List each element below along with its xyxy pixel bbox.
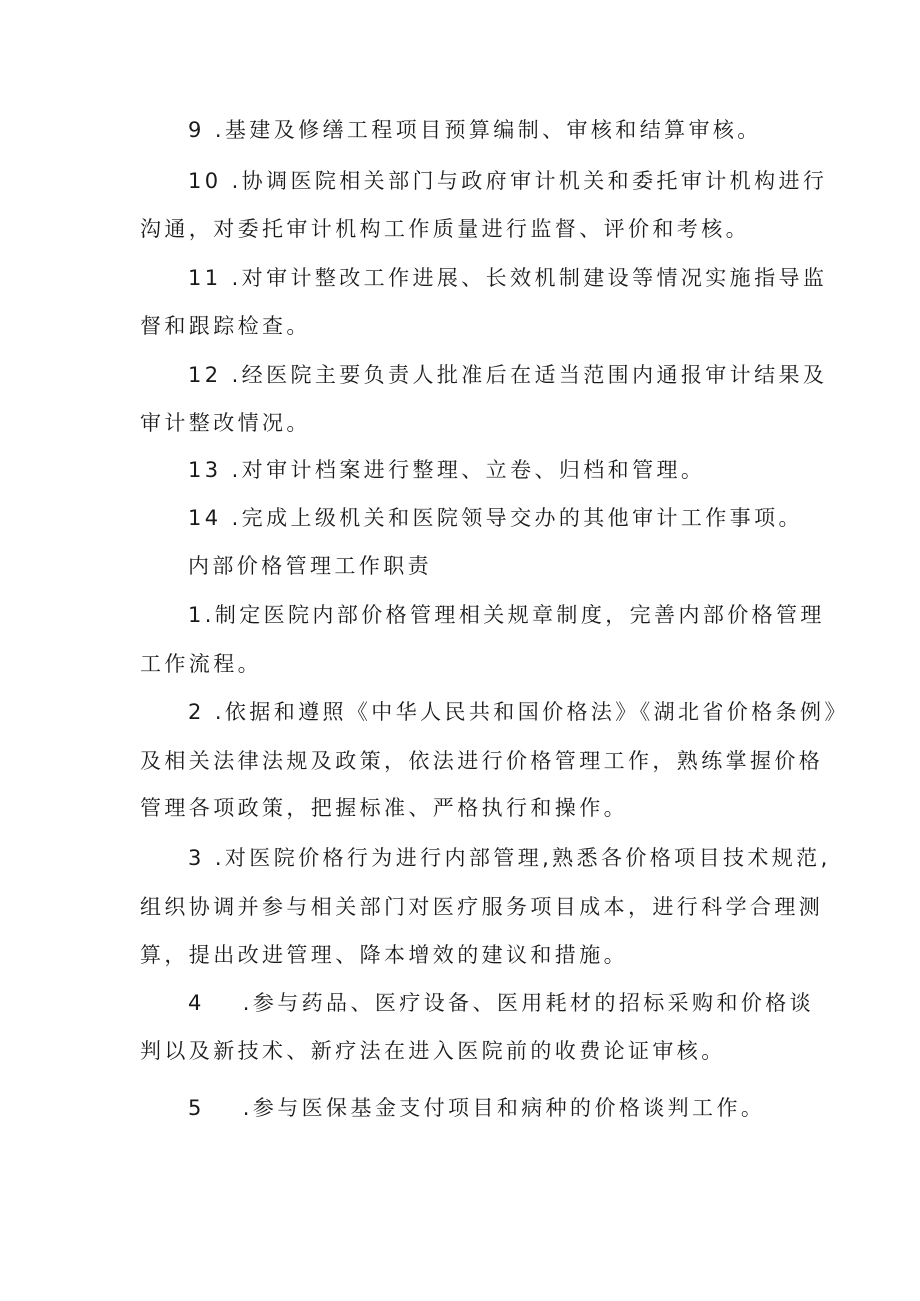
item-10-line-2: 沟通，对委托审计机构工作质量进行监督、评价和考核。 (140, 217, 750, 241)
item-12-line-2: 审计整改情况。 (140, 411, 311, 435)
price-item-4-line-1 (188, 988, 814, 1018)
item-12-line-1: 12 .经医院主要负责人批准后在适当范围内通报审计结果及 (188, 363, 828, 387)
item-9-line-1: 9 .基建及修缮工程项目预算编制、审核和结算审核。 (188, 118, 762, 142)
item-11-line-2: 督和跟踪检查。 (140, 314, 311, 338)
price-item-3-line-1: 3 .对医院价格行为进行内部管理,熟悉各价格项目技术规范, (188, 846, 831, 870)
price-item-3-line-3: 算，提出改进管理、降本增效的建议和措施。 (140, 943, 628, 967)
price-item-2-line-3: 管理各项政策，把握标准、严格执行和操作。 (140, 796, 628, 820)
price-item-1-line-1: 1.制定医院内部价格管理相关规章制度，完善内部价格管理 (188, 603, 825, 627)
item-14-line-1: 14 .完成上级机关和医院领导交办的其他审计工作事项。 (188, 506, 803, 530)
item-11-line-1: 11 .对审计整改工作进展、长效机制建设等情况实施指导监 (188, 266, 828, 290)
price-item-4-number: 4 (188, 991, 205, 1015)
price-item-5-text: .参与医保基金支付项目和病种的价格谈判工作。 (242, 1096, 766, 1120)
price-item-3-line-2: 组织协调并参与相关部门对医疗服务项目成本，进行科学合理测 (140, 895, 824, 919)
item-13-line-1: 13 .对审计档案进行整理、立卷、归档和管理。 (188, 458, 706, 482)
price-item-4-line-2: 判以及新技术、新疗法在进入医院前的收费论证审核。 (140, 1039, 726, 1063)
price-item-2-line-1: 2 .依据和遵照《中华人民共和国价格法》《湖北省价格条例》 (188, 700, 849, 724)
price-item-5-number: 5 (188, 1096, 205, 1120)
price-item-5-line-1 (188, 1093, 765, 1123)
price-item-2-line-2: 及相关法律法规及政策，依法进行价格管理工作，熟练掌握价格 (140, 749, 824, 773)
item-10-line-1: 10 .协调医院相关部门与政府审计机关和委托审计机构进行 (188, 169, 828, 193)
price-item-4-text: .参与药品、医疗设备、医用耗材的招标采购和价格谈 (242, 991, 815, 1015)
section-heading: 内部价格管理工作职责 (188, 554, 432, 578)
price-item-1-line-2: 工作流程。 (140, 652, 262, 676)
